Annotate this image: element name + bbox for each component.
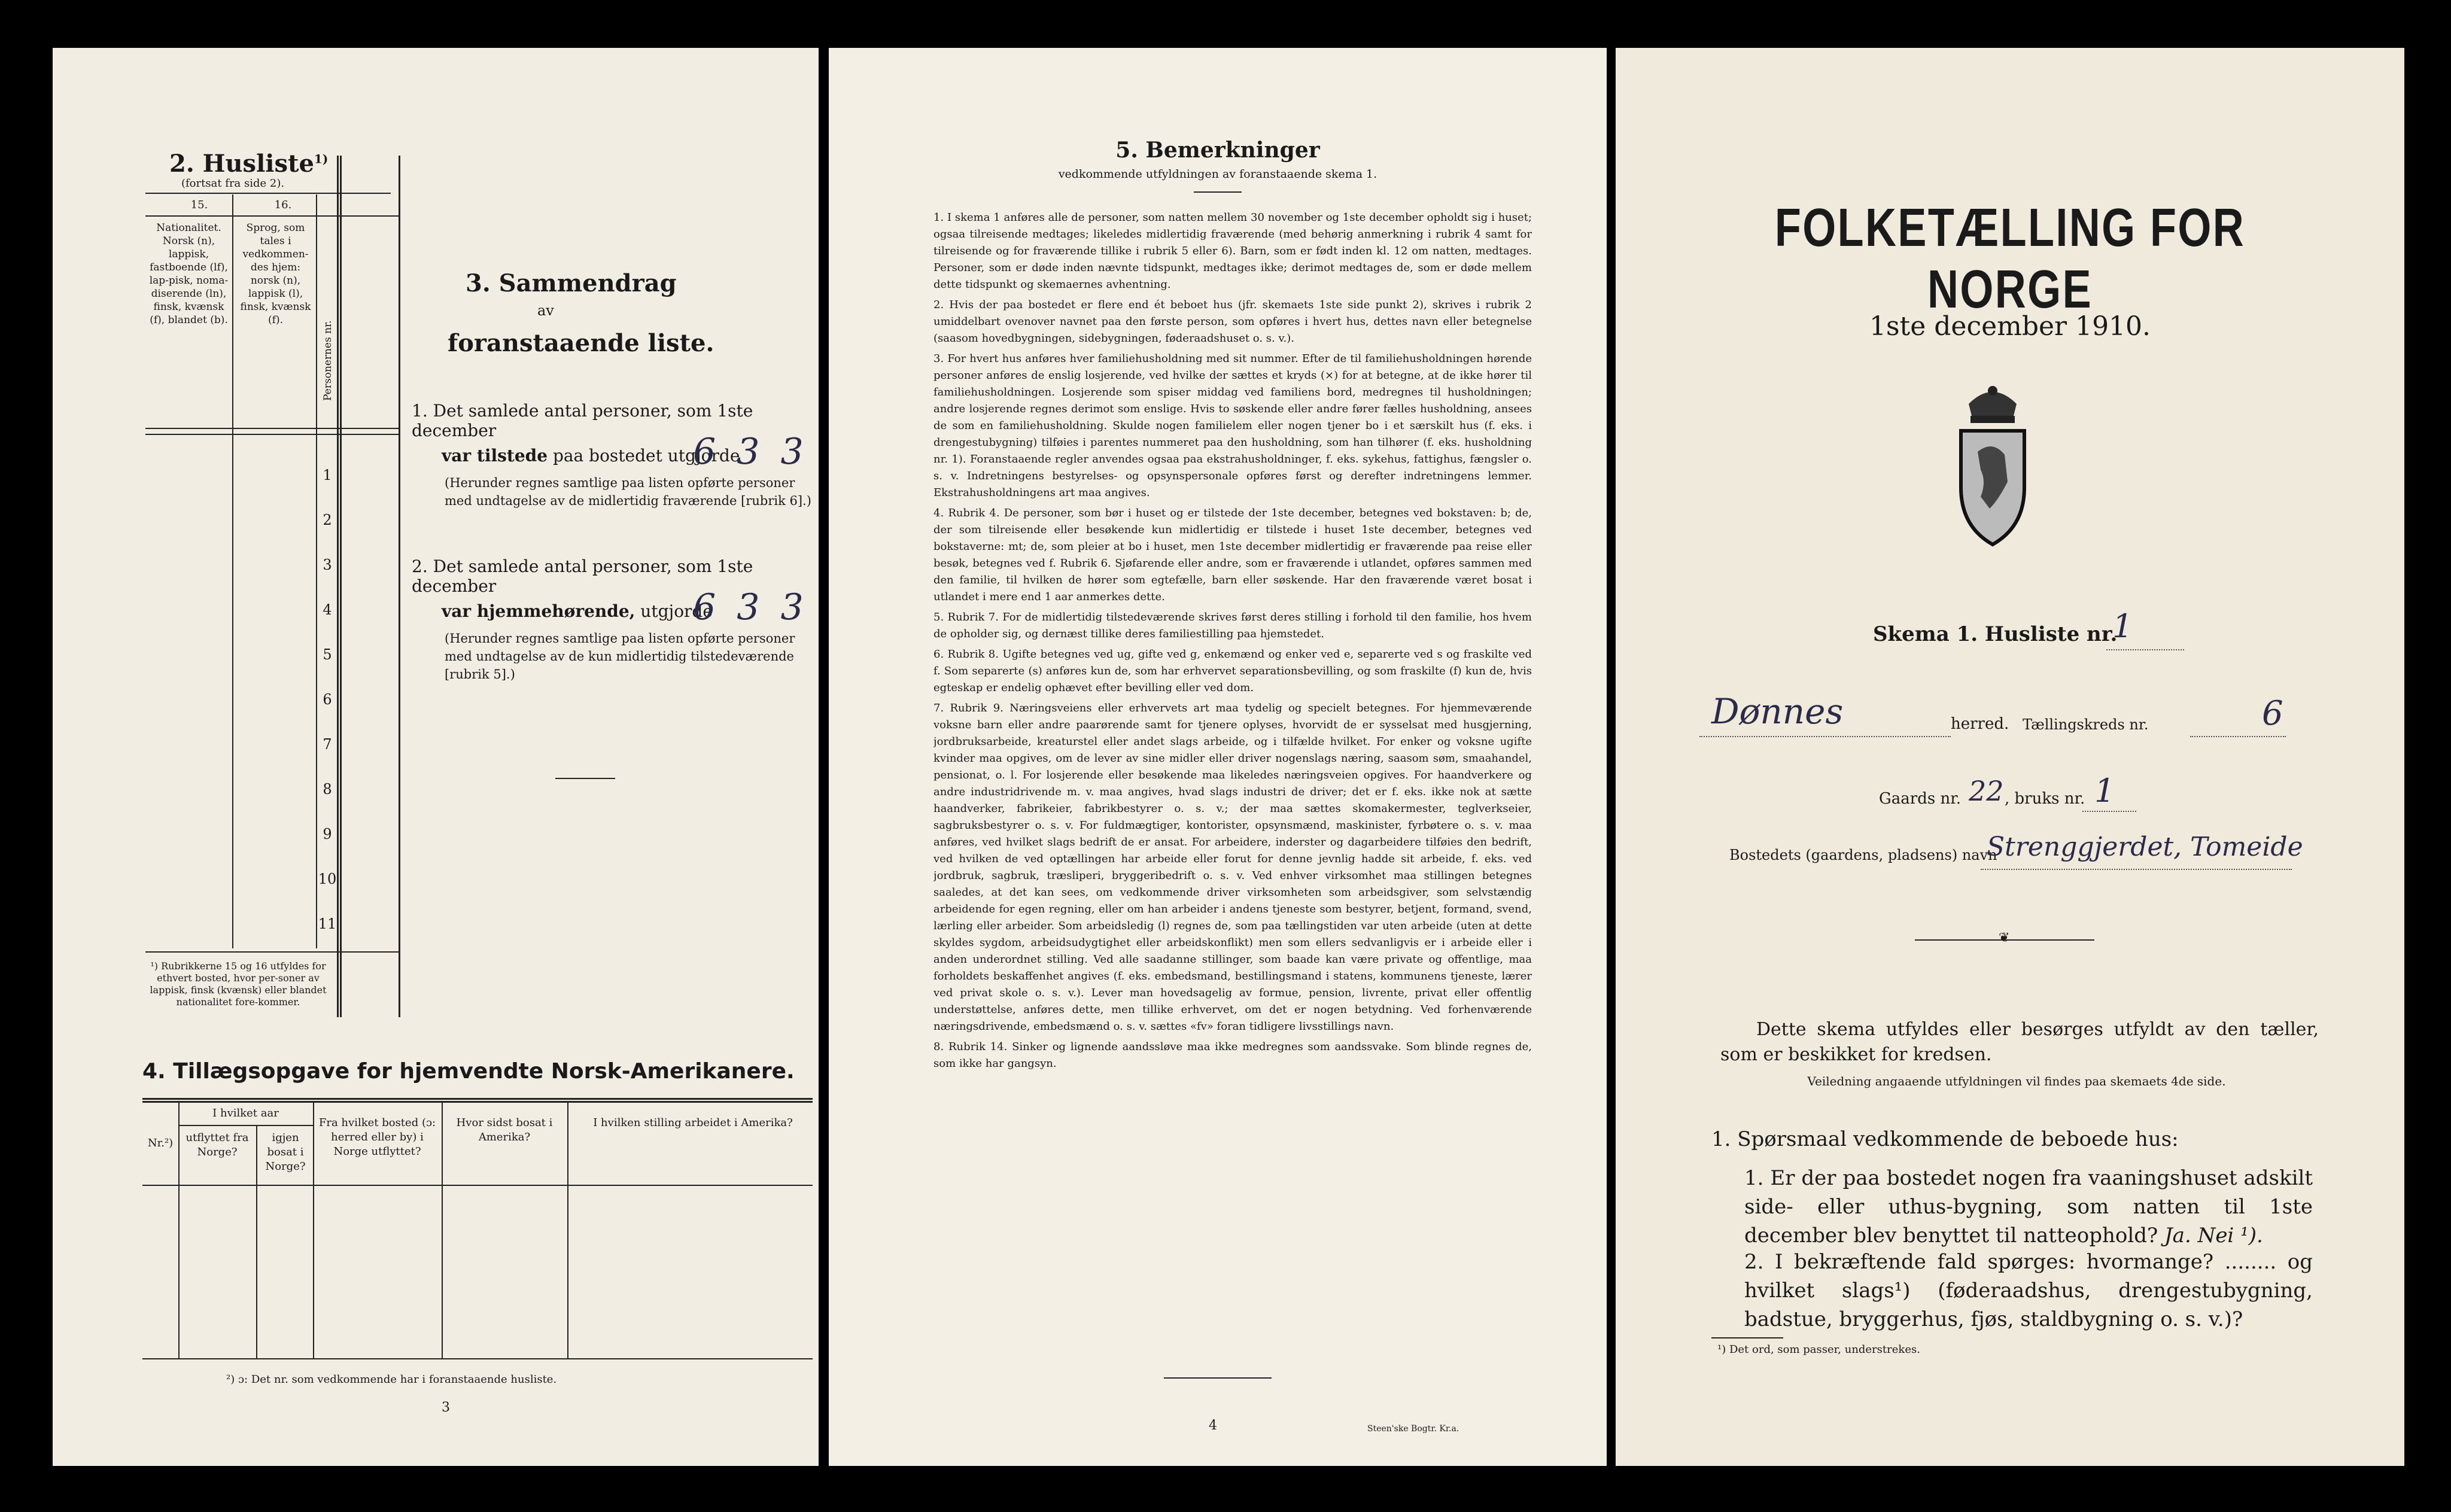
tillaeg-header-stilling: I hvilken stilling arbeidet i Amerika? <box>593 1116 793 1129</box>
tillaeg-sub-rule <box>178 1125 313 1126</box>
table-right-rule <box>337 156 339 1017</box>
intro-text: Dette skema utfyldes eller besørges utfyldt av den tæller, som er beskikket for kredsen. <box>1720 1019 2319 1065</box>
summary-item-1-label: var tilstede paa bostedet utgjorde <box>442 446 740 466</box>
remark-item: 5. Rubrik 7. For de midlertidig tilstedeværende skrives først deres stilling i forhold til den familie, hos hvem de opholder sig, og dernæst tillike deres familiestilling paa hjemstedet. <box>933 611 1532 640</box>
husliste-subtitle: (fortsat fra side 2). <box>181 177 285 190</box>
title-rule <box>1194 191 1242 193</box>
tillaeg-top-rule <box>142 1098 813 1100</box>
summary-item-1-note: (Herunder regnes samtlige paa listen opførte personer med undtagelse av de midlertidig fraværende [rubrik 6].) <box>445 476 811 508</box>
short-divider <box>555 778 615 779</box>
skema-line: Skema 1. Husliste nr. <box>1873 622 2118 646</box>
sammendrag-subtitle: foranstaaende liste. <box>448 329 714 357</box>
remark-item: 4. Rubrik 4. De personer, som bør i huset og er tilstede der 1ste december, betegnes ved bokstaven: b; de, der som tilreisende eller besøkende kun midlertidig er tilstede i huset 1ste december, betegnes ved bokstaverne: mt; de, som pleier at bo i huset, men 1ste december midlertidig er fraværende paa reise eller besøk, betegnes ved f. Rubrik 6. Sjøfarende eller andre, som er fraværende i utlandet, opføres sammen med den familie, til hvilken de hører som egtefælle, barn eller søskende. Har den fraværende været bosat i utlandet i mere end 1 aar anmerkes dette. <box>933 507 1532 603</box>
page-number: 4 <box>1209 1418 1217 1433</box>
page-husliste <box>53 48 819 1466</box>
col-divider <box>232 194 233 948</box>
skema-fill-line <box>2106 649 2184 650</box>
header-bottom-rule <box>145 428 400 429</box>
table-bottom-rule <box>145 951 400 953</box>
row-number: 1 <box>323 467 332 483</box>
cover-footnote: ¹) Det ord, som passer, understrekes. <box>1717 1343 1920 1356</box>
header-bottom-rule-2 <box>145 434 400 435</box>
summary-item-2-value: 6 3 3 <box>693 586 808 628</box>
row-number: 11 <box>318 915 337 932</box>
summary-item-1-value: 6 3 3 <box>693 431 808 473</box>
tillaeg-header-rule <box>142 1185 813 1186</box>
tillaeg-header-aar: I hvilket aar <box>212 1107 279 1119</box>
table-outer-rule <box>399 156 400 1017</box>
herred-label: herred. <box>1951 715 2009 733</box>
tillaeg-header-sidst: Hvor sidst bosat i Amerika? <box>456 1116 553 1143</box>
tillaeg-top-rule-2 <box>142 1101 813 1103</box>
remarks-list <box>933 209 1532 1364</box>
intro-note: Veiledning angaaende utfyldningen vil findes paa skemaets 4de side. <box>1807 1074 2226 1088</box>
col-personnr-header: Personernes nr. <box>322 320 334 401</box>
tillaeg-bottom-rule <box>142 1358 813 1359</box>
summary-item-2: 2. Det samlede antal personer, som 1ste december <box>412 556 753 596</box>
bosted-fill-line <box>1981 869 2292 870</box>
row-number: 3 <box>323 556 332 573</box>
gaards-label: Gaards nr. <box>1879 790 1962 808</box>
q1-answer: Ja. Nei ¹). <box>2164 1224 2263 1248</box>
printer-mark: Steen'ske Bogtr. Kr.a. <box>1367 1424 1459 1434</box>
remark-item: 7. Rubrik 9. Næringsveiens eller erhvervets art maa tydelig og specielt betegnes. For hjemmeværende voksne barn eller andre paarørende samt for tjenere oplyses, hvorvidt de er sysselsat med husgjerning, jordbruksarbeide, kreaturstel eller andet slags arbeide, og i tilfælde hvilket. For enker og voksne ugifte kvinder maa opgives, om de lever av sine midler eller driver nogenslags næring, saasom søm, smaahandel, pensionat, o. l. For losjerende eller besøkende maa likeledes næringsveien opgives. For haandverkere og andre industridrivende m. v. maa angives, hvad slags industri de driver; det er f. eks. ikke nok at sætte haandverker, fabrikeier, fabrikbestyrer o. s. v.; der maa sættes skomakermester, teglverkseier, sagbruksbestyrer o. s. v. For fuldmægtiger, kontorister, opsynsmænd, maskinister, fyrbøtere o. s. v. maa anføres, ved hvilket slags bedrift de er ansat. For arbeidere, inderster og dagarbeidere tilføies den bedrift, ved hvilken de ved optællingen har arbeide eller forut for denne jevnlig hadde sit arbeide, f. eks. ved jordbruk, sagbruk, træsliperi, bryggeribedrift o. s. v. Ved enhver virksomhet maa stillingen betegnes saaledes, at det kan sees, om vedkommende driver virksomheten som arbeidsgiver, som selvstændig arbeidende for egen regning, eller om han arbeider i andens tjeneste som bestyrer, betjent, formand, svend, lærling eller arbeider. Som arbeidsledig (l) regnes de, som paa tællingstiden var uten arbeide (uten at dette skyldes sygdom, arbeidsudygtighet eller arbeidskonflikt) men som ellers sedvanligvis er i arbeide eller i anden underordnet stilling. Ved alle saadanne stillinger, som baade kan være private og offentlige, maa forholdets beskaffenhet angives (f. eks. embedsmand, bestillingsmand i statens, kommunens tjeneste, lærer ved privat skole o. s. v.). Lever man hovedsagelig av formue, pension, livrente, privat eller offentlig understøttelse, anføres dette, men tillike erhvervet, om det er nogen betydning. Ved forhenværende næringsdrivende, embedsmænd o. s. v. sættes «fv» foran tidligere livsstillings navn. <box>933 702 1532 1033</box>
bottom-rule <box>1164 1377 1272 1379</box>
row-number: 8 <box>323 781 332 798</box>
tillaeg-col <box>313 1102 314 1359</box>
row-number: 4 <box>323 601 332 618</box>
question-section: 1. Spørsmaal vedkommende de beboede hus: <box>1711 1127 2179 1151</box>
tillaeg-col <box>567 1102 568 1359</box>
tillaegsopgave-title: 4. Tillægsopgave for hjemvendte Norsk-Amerikanere. <box>142 1059 795 1084</box>
summary-item-2-note: (Herunder regnes samtlige paa listen opførte personer med undtagelse av de kun midlertidig tilstedeværende [rubrik 5].) <box>445 631 795 682</box>
page-bemerkninger <box>829 48 1607 1466</box>
remark-item: 2. Hvis der paa bostedet er flere end ét beboet hus (jfr. skemaets 1ste side punkt 2), skrives i rubrik 2 umiddelbart ovenover navnet paa den første person, som opføres i hvert hus, dettes navn eller betegnelse (saasom hovedbygningen, sidebygningen, føderaadshuset o. s. v.). <box>933 299 1532 345</box>
bruks-fill-line <box>2082 811 2136 812</box>
row-number: 2 <box>323 512 332 528</box>
tillaeg-col <box>442 1102 443 1359</box>
tillaeg-col <box>256 1125 257 1358</box>
col16-number: 16. <box>274 199 292 211</box>
header-rule <box>145 215 400 217</box>
kreds-fill-line <box>2190 736 2286 737</box>
bosted-value: Strenggjerdet, Tomeide <box>1987 832 2303 862</box>
kreds-value: 6 <box>2262 694 2283 733</box>
table-top-rule <box>145 193 391 194</box>
census-date: 1ste december 1910. <box>1869 311 2151 342</box>
tillaeg-header-utflyttet: utflyttet fra Norge? <box>186 1131 249 1158</box>
herred-fill-line <box>1699 736 1951 737</box>
table-right-rule-2 <box>340 156 342 1017</box>
row-number: 10 <box>318 871 337 887</box>
tillaeg-col <box>178 1102 180 1359</box>
row-number: 9 <box>323 826 332 842</box>
col16-header: Sprog, som tales i vedkommen-des hjem: norsk (n), lappisk (l), finsk, kvænsk (f). <box>240 222 311 326</box>
summary-item-2-label: var hjemmehørende, utgjorde <box>442 601 713 621</box>
main-title: FOLKETÆLLING FOR NORGE <box>1774 198 2246 320</box>
tillaeg-header-nr: Nr.²) <box>147 1137 174 1149</box>
remark-item: 6. Rubrik 8. Ugifte betegnes ved ug, gifte ved g, enkemænd og enker ved e, separerte ved s og fraskilte ved f. Som separerte (s) anføres kun de, som har erhvervet separationsbevilling, og som fraskilte (f) kun de, hvis egteskap er endelig ophævet efter bevilling eller ved dom. <box>933 648 1532 694</box>
bosted-label: Bostedets (gaardens, pladsens) navn <box>1729 847 1997 863</box>
husliste-title: 2. Husliste$^{1)}$ <box>169 150 329 178</box>
kreds-label: Tællingskreds nr. <box>2023 716 2149 733</box>
remark-item: 3. For hvert hus anføres hver familiehusholdning med sit nummer. Efter de til familiehusholdningen hørende personer anføres de enslig losjerende, ved hvilke der sættes et kryds (×) for at betegne, at de ikke hører til familiehusholdningen. Losjerende som spiser middag ved familiens bord, medregnes til husholdningen; andre losjerende regnes derimot som enslige. Hvis to søskende eller andre fører fælles husholdning, ansees de som en familiehusholdning. Skulde nogen familielem eller nogen tjener bo i et særskilt hus (f. eks. i drengestubygning) tilføies i parentes nummeret paa den husholdning, som han tilhører (f. eks. husholdning nr. 1). Foranstaaende regler anvendes ogsaa paa ekstrahusholdninger, f. eks. sykehus, fattighus, fængsler o. s. v. Indretningens bestyrelses- og opsynspersonale opføres først og derefter indretningens lemmer. Ekstrahusholdningens art maa angives. <box>933 352 1532 499</box>
col15-header: Nationalitet. Norsk (n), lappisk, fastboende (lf), lap-pisk, noma-diserende (ln), finsk, kvænsk (f), blandet (b). <box>149 222 229 326</box>
question-1: 1. Er der paa bostedet nogen fra vaaningshuset adskilt side- eller uthus-bygning, som natten til 1ste december blev benyttet til natteophold? Ja. Nei ¹). <box>1744 1166 2313 1248</box>
sammendrag-title: 3. Sammendrag <box>466 269 677 297</box>
bruks-value: 1 <box>2094 772 2115 810</box>
page-cover <box>1616 48 2404 1466</box>
row-number: 5 <box>323 646 332 663</box>
bemerkninger-title: 5. Bemerkninger <box>1115 138 1320 163</box>
footnote-tillaeg: ²) ɔ: Det nr. som vedkommende har i foranstaaende husliste. <box>226 1373 557 1386</box>
tillaeg-header-bosted: Fra hvilket bosted (ɔ: herred eller by) i Norge utflyttet? <box>318 1116 436 1158</box>
footnote-rule <box>1711 1337 1783 1338</box>
remark-item: 8. Rubrik 14. Sinker og lignende aandssløve maa ikke medregnes som aandssvake. Som blinde regnes de, som ikke har gangsyn. <box>933 1041 1532 1070</box>
bruks-label: , bruks nr. <box>2005 790 2085 808</box>
row-number: 6 <box>323 691 332 708</box>
sammendrag-av: av <box>537 302 554 319</box>
herred-value: Dønnes <box>1711 691 1844 732</box>
remark-item: 1. I skema 1 anføres alle de personer, som natten mellem 30 november og 1ste december opholdt sig i huset; ogsaa tilreisende medtages; likeledes midlertidig fraværende (med behørig anmerkning i rubrik 4 samt for tilreisende og for fraværende tillike i rubrik 5 eller 6). Barn, som er født inden kl. 12 om natten, medtages. Personer, som er døde inden nævnte tidspunkt, medtages ikke; derimot medtages de, som er døde mellem dette tidspunkt og skemaernes avhentning. <box>933 211 1532 291</box>
col15-number: 15. <box>190 199 208 211</box>
page-number: 3 <box>442 1400 450 1415</box>
tillaeg-header-igjen: igjen bosat i Norge? <box>265 1131 306 1173</box>
gaards-value: 22 <box>1969 775 2004 807</box>
bemerkninger-subtitle: vedkommende utfyldningen av foranstaaende skema 1. <box>1058 168 1377 181</box>
husliste-number: 1 <box>2112 607 2133 645</box>
ornament-icon: ❦ <box>1999 930 2010 945</box>
summary-item-1: 1. Det samlede antal personer, som 1ste december <box>412 401 753 440</box>
row-number: 7 <box>323 736 332 753</box>
question-2: 2. I bekræftende fald spørges: hvormange? ........ og hvilket slags¹) (føderaadshus, drengestubygning, badstue, bryggerhus, fjøs, staldbygning o. s. v.)? <box>1744 1250 2313 1331</box>
coat-of-arms-icon <box>1954 380 2032 550</box>
footnote-rubrikker: ¹) Rubrikkerne 15 og 16 utfyldes for ethvert bosted, hvor per-soner av lappisk, finsk (kvænsk) eller blandet nationalitet fore-kommer. <box>150 960 327 1008</box>
